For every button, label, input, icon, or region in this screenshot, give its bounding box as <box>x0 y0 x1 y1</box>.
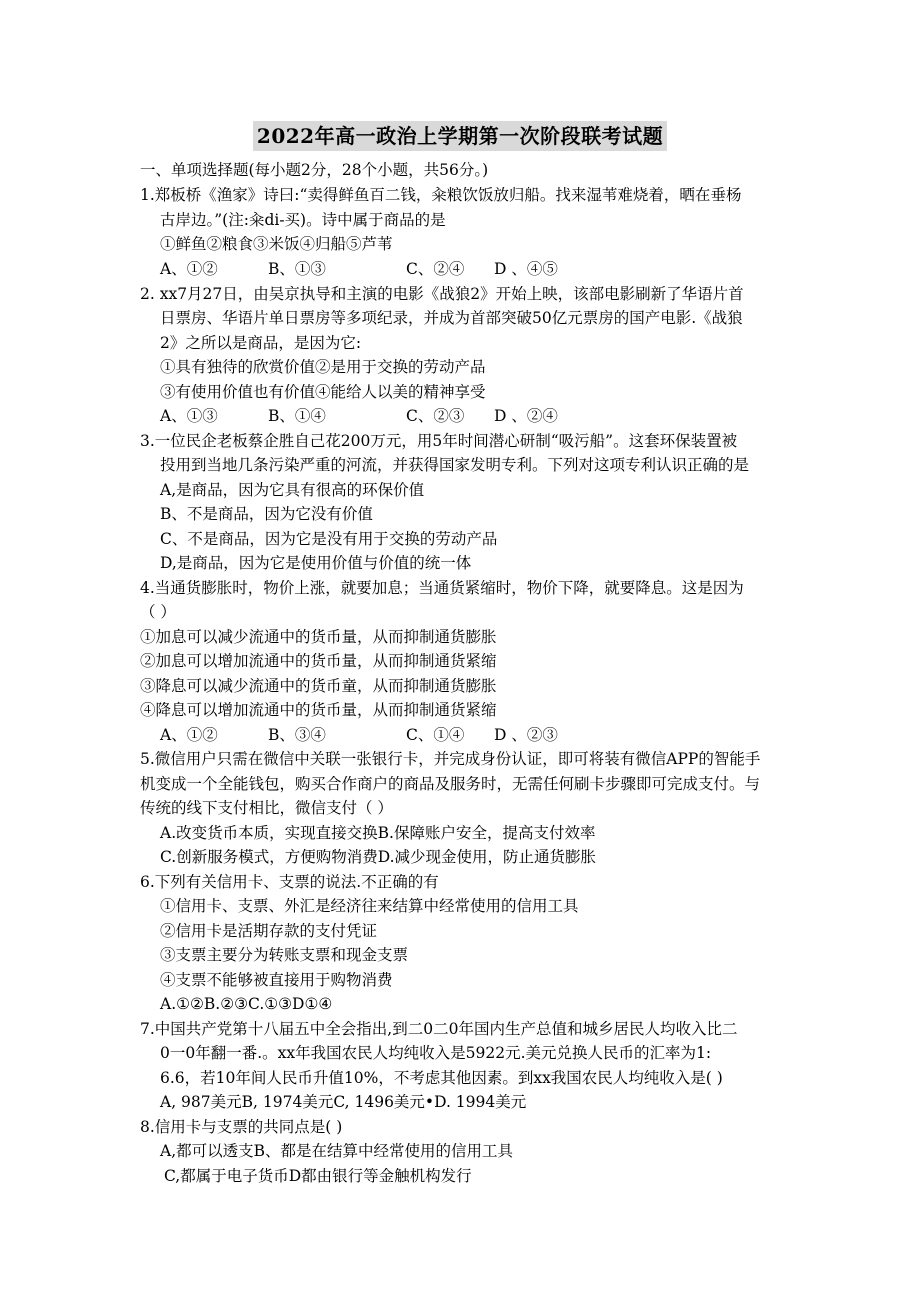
question-1-option-c: C、②④ <box>406 260 465 278</box>
question-3-option-d: D,是商品，因为它是使用价值与价值的统一体 <box>160 554 472 572</box>
question-4-option-d: D 、②③ <box>494 726 558 744</box>
question-3-line: 投用到当地几条污染严重的河流，并获得国家发明专利。下列对这项专利认识正确的是 <box>160 456 750 474</box>
question-2-line: 日票房、华语片单日票房等多项纪录，并成为首部突破50亿元票房的国产电影.《战狼 <box>160 309 743 327</box>
question-2-line: ③有使用价值也有价值④能给人以美的精神享受 <box>160 383 486 401</box>
question-7-line: 0一0年翻一番.。xx年我国农民人均纯收入是5922元.美元兑换人民币的汇率为1: <box>160 1044 712 1062</box>
question-6-line: ③支票主要分为转账支票和现金支票 <box>160 946 409 964</box>
question-4-line: ①加息可以减少流通中的货币量，从而抑制通货膨胀 <box>140 628 497 646</box>
question-2-option-b: B、①④ <box>268 407 326 425</box>
question-3-line: 3.一位民企老板蔡企胜自己花200万元，用5年时间潜心研制“吸污船”。这套环保装置被 <box>140 432 738 450</box>
question-2-line: 2. xx7月27日，由吴京执导和主演的电影《战狼2》开始上映，该部电影刷新了华语片首 <box>140 285 744 303</box>
question-4-line: （ ） <box>140 603 176 621</box>
question-8-line: 8.信用卡与支票的共同点是( ) <box>140 1118 343 1136</box>
question-1-line: 古岸边。”(注:籴di-买)。诗中属于商品的是 <box>160 211 446 229</box>
question-6-options: A.①②B.②③C.①③D①④ <box>160 995 333 1013</box>
question-5-options-ab: A.改变货币本质，实现直接交换B.保障账户安全，提高支付效率 <box>160 824 596 842</box>
question-6-line: ①信用卡、支票、外汇是经济往来结算中经常使用的信用工具 <box>160 897 579 915</box>
question-4-option-b: B、③④ <box>268 726 326 744</box>
question-4-option-c: C、①④ <box>406 726 465 744</box>
question-6-line: ④支票不能够被直接用于购物消费 <box>160 971 393 989</box>
question-2-option-a: A、①③ <box>160 407 218 425</box>
question-1-option-b: B、①③ <box>268 260 326 278</box>
question-5-options-cd: C.创新服务模式，方便购物消费D.减少现金使用，防止通货膨胀 <box>160 848 597 866</box>
question-4-line: ④降息可以增加流通中的货币量，从而抑制通货紧缩 <box>140 701 497 719</box>
question-6-line: 6.下列有关信用卡、支票的说法.不正确的有 <box>140 873 439 891</box>
page-title: 2022年高一政治上学期第一次阶段联考试题 <box>253 121 667 151</box>
question-5-line: 机变成一个全能钱包，购买合作商户的商品及服务时，无需任何刷卡步骤即可完成支付。与 <box>140 775 761 793</box>
question-5-line: 5.微信用户只需在微信中关联一张银行卡，并完成身份认证，即可将装有微信APP的智能手 <box>140 750 761 768</box>
question-7-line: 7.中国共产党第十八届五中全会指出,到二0二0年国内生产总值和城乡居民人均收入比二 <box>140 1020 738 1038</box>
section-heading: 一、单项选择题(每小题2分，28个小题，共56分。) <box>140 161 489 179</box>
question-8-options-cd: C,都属于电子货币D都由银行等金触机构发行 <box>164 1167 472 1185</box>
question-4-line: 4.当通货膨胀时，物价上涨，就要加息；当通货紧缩时，物价下降，就要降息。这是因为 <box>140 579 744 597</box>
question-2-option-d: D 、②④ <box>494 407 558 425</box>
question-3-option-b: B、不是商品，因为它没有价值 <box>160 505 373 523</box>
question-8-options-ab: A,都可以透支B、都是在结算中经常使用的信用工具 <box>160 1142 514 1160</box>
question-2-line: 2》之所以是商品，是因为它: <box>160 334 362 352</box>
question-3-option-c: C、不是商品，因为它是没有用于交换的劳动产品 <box>160 530 498 548</box>
question-1-option-d: D 、④⑤ <box>494 260 558 278</box>
question-3-option-a: A,是商品，因为它具有很高的环保价值 <box>160 481 425 499</box>
question-1-option-a: A、①② <box>160 260 218 278</box>
question-2-option-c: C、②③ <box>406 407 465 425</box>
question-4-line: ②加息可以增加流通中的货币量，从而抑制通货紧缩 <box>140 652 497 670</box>
question-1-line: 1.郑板桥《渔家》诗曰:“卖得鲜鱼百二钱，籴粮饮饭放归船。找来湿苇难烧着，晒在垂杨 <box>140 186 742 204</box>
question-7-options: A, 987美元B, 1974美元C, 1496美元•D. 1994美元 <box>160 1093 527 1111</box>
question-2-line: ①具有独待的欣赏价值②是用于交换的劳动产品 <box>160 358 486 376</box>
title-container <box>0 121 920 151</box>
question-6-line: ②信用卡是活期存款的支付凭证 <box>160 922 378 940</box>
question-5-line: 传统的线下支付相比，微信支付（ ） <box>140 799 393 817</box>
question-4-option-a: A、①② <box>160 726 218 744</box>
question-7-line: 6.6，若10年间人民币升值10%，不考虑其他因素。到xx我国农民人均纯收入是( ) <box>160 1069 723 1087</box>
question-4-line: ③降息可以减少流通中的货币童，从而抑制通货膨胀 <box>140 677 497 695</box>
question-1-line: ①鲜鱼②粮食③米饭④归船⑤芦苇 <box>160 235 393 253</box>
